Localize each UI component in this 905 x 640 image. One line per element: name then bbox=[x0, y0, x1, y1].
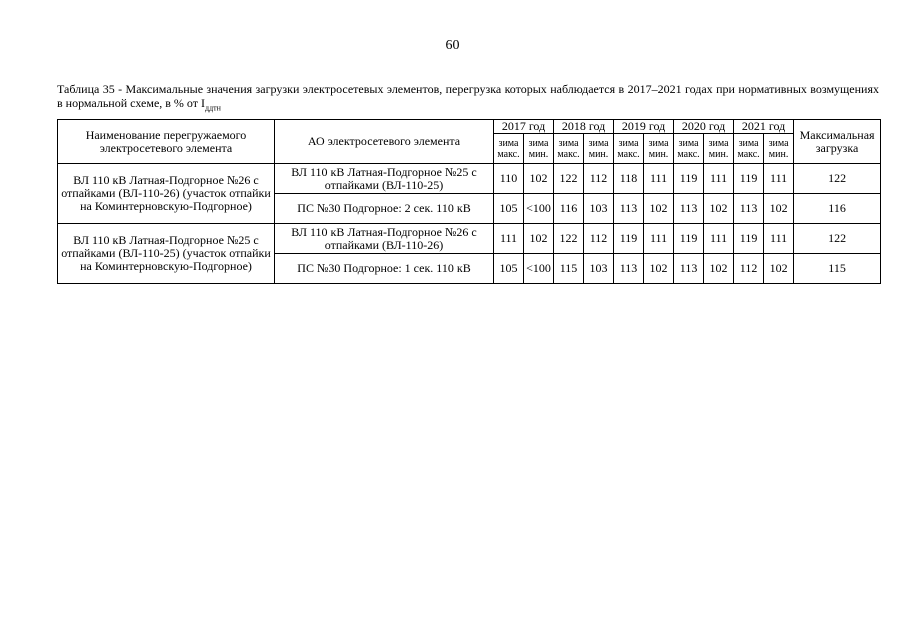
max-load-cell: 116 bbox=[794, 194, 881, 224]
value-cell: 111 bbox=[644, 164, 674, 194]
value-cell: 113 bbox=[674, 254, 704, 284]
header-year-2020: 2020 год bbox=[674, 120, 734, 134]
value-cell: 119 bbox=[734, 164, 764, 194]
value-cell: 113 bbox=[734, 194, 764, 224]
header-sub-max: зима макс. bbox=[614, 134, 644, 164]
ao-element-cell: ВЛ 110 кВ Латная-Подгорное №26 с отпайками (ВЛ-110-26) bbox=[275, 224, 494, 254]
value-cell: 116 bbox=[554, 194, 584, 224]
value-cell: 105 bbox=[494, 254, 524, 284]
caption-subscript: ддтн bbox=[205, 103, 221, 113]
header-sub-max: зима макс. bbox=[494, 134, 524, 164]
value-cell: 111 bbox=[494, 224, 524, 254]
element-name-cell: ВЛ 110 кВ Латная-Подгорное №26 с отпайками (ВЛ-110-26) (участок отпайки на Коминтерновскую-Подгорное) bbox=[58, 164, 275, 224]
value-cell: 102 bbox=[644, 194, 674, 224]
header-year-2017: 2017 год bbox=[494, 120, 554, 134]
value-cell: 102 bbox=[704, 254, 734, 284]
header-ao-element: АО электросетевого элемента bbox=[275, 120, 494, 164]
value-cell: 122 bbox=[554, 224, 584, 254]
value-cell: 102 bbox=[764, 254, 794, 284]
value-cell: 119 bbox=[614, 224, 644, 254]
max-load-cell: 122 bbox=[794, 164, 881, 194]
header-sub-min: зима мин. bbox=[584, 134, 614, 164]
ao-element-cell: ПС №30 Подгорное: 1 сек. 110 кВ bbox=[275, 254, 494, 284]
header-sub-max: зима макс. bbox=[554, 134, 584, 164]
value-cell: 119 bbox=[734, 224, 764, 254]
header-sub-min: зима мин. bbox=[704, 134, 734, 164]
ao-element-cell: ПС №30 Подгорное: 2 сек. 110 кВ bbox=[275, 194, 494, 224]
value-cell: 111 bbox=[644, 224, 674, 254]
header-sub-min: зима мин. bbox=[524, 134, 554, 164]
header-sub-max: зима макс. bbox=[734, 134, 764, 164]
element-name-cell: ВЛ 110 кВ Латная-Подгорное №25 с отпайками (ВЛ-110-25) (участок отпайки на Коминтерновскую-Подгорное) bbox=[58, 224, 275, 284]
header-year-2018: 2018 год bbox=[554, 120, 614, 134]
value-cell: 115 bbox=[554, 254, 584, 284]
value-cell: 103 bbox=[584, 194, 614, 224]
value-cell: 113 bbox=[614, 194, 644, 224]
value-cell: 111 bbox=[704, 164, 734, 194]
header-year-2019: 2019 год bbox=[614, 120, 674, 134]
value-cell: 112 bbox=[584, 164, 614, 194]
header-year-2021: 2021 год bbox=[734, 120, 794, 134]
value-cell: 102 bbox=[644, 254, 674, 284]
value-cell: 119 bbox=[674, 224, 704, 254]
value-cell: 110 bbox=[494, 164, 524, 194]
header-element-name: Наименование перегружаемого электросетевого элемента bbox=[58, 120, 275, 164]
value-cell: 119 bbox=[674, 164, 704, 194]
value-cell: <100 bbox=[524, 254, 554, 284]
value-cell: 112 bbox=[584, 224, 614, 254]
header-max-load: Максимальная загрузка bbox=[794, 120, 881, 164]
value-cell: 111 bbox=[764, 224, 794, 254]
page-number: 60 bbox=[445, 38, 460, 53]
value-cell: 102 bbox=[524, 224, 554, 254]
value-cell: 112 bbox=[734, 254, 764, 284]
value-cell: 102 bbox=[524, 164, 554, 194]
value-cell: <100 bbox=[524, 194, 554, 224]
value-cell: 111 bbox=[764, 164, 794, 194]
header-sub-max: зима макс. bbox=[674, 134, 704, 164]
table-row bbox=[58, 164, 881, 194]
value-cell: 102 bbox=[704, 194, 734, 224]
max-load-cell: 122 bbox=[794, 224, 881, 254]
value-cell: 111 bbox=[704, 224, 734, 254]
value-cell: 122 bbox=[554, 164, 584, 194]
ao-element-cell: ВЛ 110 кВ Латная-Подгорное №25 с отпайками (ВЛ-110-25) bbox=[275, 164, 494, 194]
load-table bbox=[57, 119, 881, 284]
value-cell: 105 bbox=[494, 194, 524, 224]
table-row bbox=[58, 224, 881, 254]
value-cell: 113 bbox=[614, 254, 644, 284]
value-cell: 102 bbox=[764, 194, 794, 224]
header-row-years bbox=[58, 120, 881, 134]
table-caption bbox=[57, 82, 879, 115]
header-sub-min: зима мин. bbox=[764, 134, 794, 164]
value-cell: 103 bbox=[584, 254, 614, 284]
max-load-cell: 115 bbox=[794, 254, 881, 284]
value-cell: 118 bbox=[614, 164, 644, 194]
value-cell: 113 bbox=[674, 194, 704, 224]
header-sub-min: зима мин. bbox=[644, 134, 674, 164]
caption-text: Таблица 35 - Максимальные значения загрузки электросетевых элементов, перегрузка которых наблюдается в 2017–2021 годах при нормативных возмущениях в нормальной схеме, в % от I bbox=[57, 82, 879, 110]
